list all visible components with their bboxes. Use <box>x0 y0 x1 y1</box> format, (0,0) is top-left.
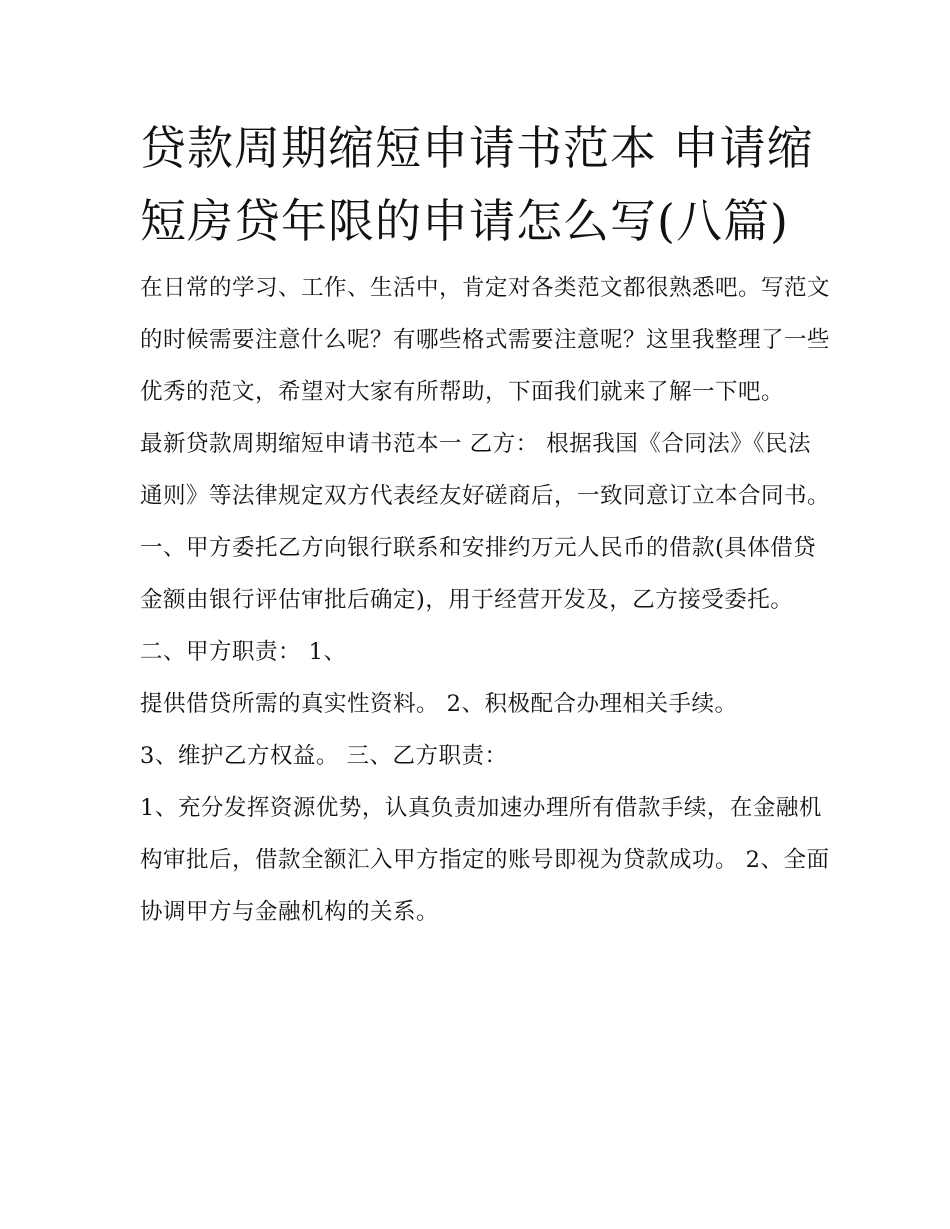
document-page <box>140 112 830 938</box>
party-a-duties-paragraph: 提供借贷所需的真实性资料。 2、积极配合办理相关手续。 <box>140 691 738 717</box>
party-b-duties-heading: 3、维护乙方权益。 三、乙方职责： <box>140 743 508 769</box>
document-title: 贷款周期缩短申请书范本 申请缩短房贷年限的申请怎么写(八篇) <box>140 121 814 248</box>
sample-one-paragraph: 最新贷款周期缩短申请书范本一 乙方： 根据我国《合同法》《民法通则》等法律规定双方代表经友好磋商后，一致同意订立本合同书。 <box>140 431 831 509</box>
intro-paragraph: 在日常的学习、工作、生活中，肯定对各类范文都很熟悉吧。写范文的时候需要注意什么呢？有哪些格式需要注意呢？这里我整理了一些优秀的范文，希望对大家有所帮助，下面我们就来了解一下吧。 <box>140 275 831 405</box>
party-b-duties-paragraph: 1、充分发挥资源优势，认真负责加速办理所有借款手续，在金融机构审批后，借款全额汇入甲方指定的账号即视为贷款成功。 2、全面协调甲方与金融机构的关系。 <box>140 795 830 925</box>
clause-one-paragraph: 一、甲方委托乙方向银行联系和安排约万元人民币的借款(具体借贷金额由银行评估审批后确定)，用于经营开发及，乙方接受委托。 二、甲方职责： 1、 <box>140 535 817 665</box>
